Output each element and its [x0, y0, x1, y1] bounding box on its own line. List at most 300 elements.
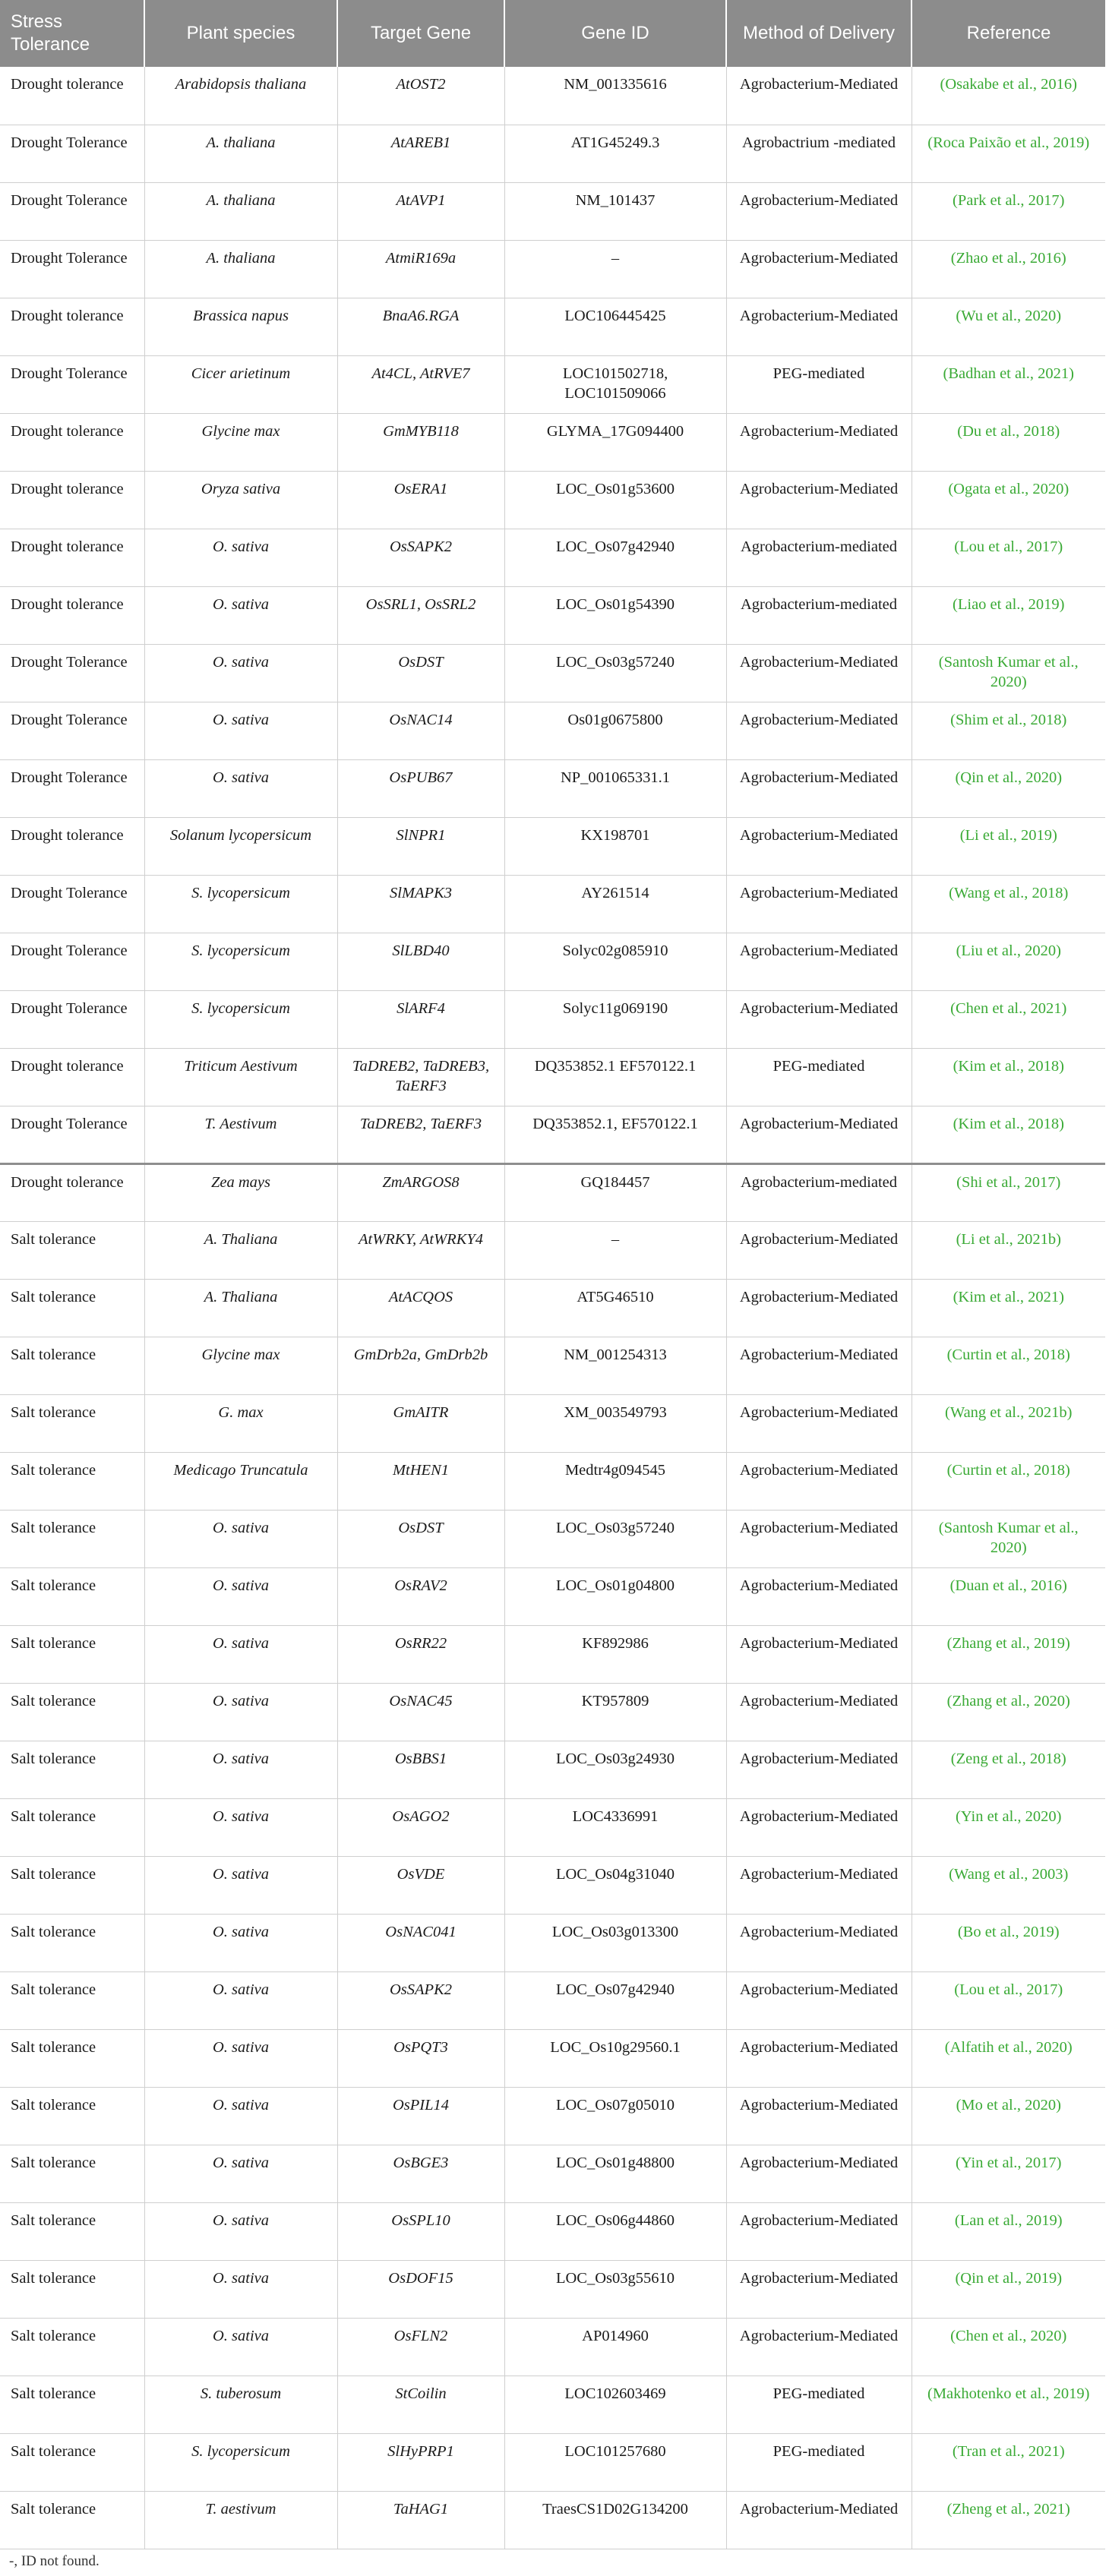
table-row — [0, 1914, 1105, 1971]
plant-species-cell: O. sativa — [144, 2029, 337, 2087]
delivery-method-cell: Agrobacterium-Mediated — [726, 1452, 912, 1510]
delivery-method-cell: Agrobacterium-Mediated — [726, 990, 912, 1048]
stress-tolerance-cell: Salt tolerance — [0, 1221, 144, 1279]
table-row — [0, 2260, 1105, 2318]
header-gene-id: Gene ID — [504, 0, 726, 67]
stress-tolerance-cell: Drought Tolerance — [0, 702, 144, 759]
target-gene-cell: OsPIL14 — [337, 2087, 504, 2145]
reference-link[interactable]: (Curtin et al., 2018) — [912, 1337, 1105, 1394]
delivery-method-cell: Agrobacterium-Mediated — [726, 2029, 912, 2087]
reference-link[interactable]: (Li et al., 2019) — [912, 817, 1105, 875]
table-row — [0, 759, 1105, 817]
table-row — [0, 125, 1105, 182]
plant-species-cell: A. thaliana — [144, 240, 337, 298]
reference-link[interactable]: (Wang et al., 2003) — [912, 1856, 1105, 1914]
delivery-method-cell: PEG-mediated — [726, 2433, 912, 2491]
reference-link[interactable]: (Yin et al., 2020) — [912, 1798, 1105, 1856]
target-gene-cell: AtAVP1 — [337, 182, 504, 240]
table-footnote: -, ID not found. — [9, 2553, 100, 2569]
plant-species-cell: O. sativa — [144, 1567, 337, 1625]
gene-id-cell: LOC_Os10g29560.1 — [504, 2029, 726, 2087]
gene-id-cell: LOC_Os03g57240 — [504, 1510, 726, 1567]
stress-tolerance-cell: Salt tolerance — [0, 1625, 144, 1683]
reference-link[interactable]: (Curtin et al., 2018) — [912, 1452, 1105, 1510]
table-row — [0, 240, 1105, 298]
table-row — [0, 875, 1105, 933]
delivery-method-cell: Agrobacterium-Mediated — [726, 1394, 912, 1452]
plant-species-cell: O. sativa — [144, 702, 337, 759]
target-gene-cell: SlARF4 — [337, 990, 504, 1048]
stress-tolerance-cell: Drought tolerance — [0, 1163, 144, 1221]
delivery-method-cell: Agrobacterium-Mediated — [726, 2491, 912, 2549]
delivery-method-cell: Agrobacterium-mediated — [726, 586, 912, 644]
gene-id-cell: Os01g0675800 — [504, 702, 726, 759]
header-stress-tolerance: Stress Tolerance — [0, 0, 144, 67]
table-row — [0, 1337, 1105, 1394]
plant-species-cell: Cicer arietinum — [144, 355, 337, 413]
plant-species-cell: O. sativa — [144, 1971, 337, 2029]
stress-tolerance-cell: Drought Tolerance — [0, 240, 144, 298]
gene-id-cell: Solyc02g085910 — [504, 933, 726, 990]
reference-link[interactable]: (Liao et al., 2019) — [912, 586, 1105, 644]
delivery-method-cell: Agrobacterium-Mediated — [726, 2318, 912, 2376]
gene-id-cell: LOC_Os01g54390 — [504, 586, 726, 644]
table-row — [0, 1048, 1105, 1106]
reference-link[interactable]: (Lou et al., 2017) — [912, 529, 1105, 586]
reference-link[interactable]: (Alfatih et al., 2020) — [912, 2029, 1105, 2087]
reference-link[interactable]: (Zeng et al., 2018) — [912, 1741, 1105, 1798]
plant-species-cell: S. lycopersicum — [144, 933, 337, 990]
table-row — [0, 182, 1105, 240]
delivery-method-cell: Agrobacterium-Mediated — [726, 702, 912, 759]
stress-tolerance-cell: Salt tolerance — [0, 1510, 144, 1567]
stress-tolerance-cell: Drought tolerance — [0, 413, 144, 471]
header-plant-species: Plant species — [144, 0, 337, 67]
delivery-method-cell: Agrobacterium-Mediated — [726, 1106, 912, 1163]
target-gene-cell: AtAREB1 — [337, 125, 504, 182]
reference-link[interactable]: (Tran et al., 2021) — [912, 2433, 1105, 2491]
stress-tolerance-cell: Salt tolerance — [0, 2376, 144, 2433]
delivery-method-cell: Agrobacterium-Mediated — [726, 1221, 912, 1279]
gene-id-cell: LOC101502718, LOC101509066 — [504, 355, 726, 413]
stress-tolerance-cell: Drought Tolerance — [0, 759, 144, 817]
table-row — [0, 2145, 1105, 2202]
table-row — [0, 298, 1105, 355]
delivery-method-cell: Agrobacterium-Mediated — [726, 817, 912, 875]
stress-tolerance-cell: Salt tolerance — [0, 2145, 144, 2202]
target-gene-cell: AtACQOS — [337, 1279, 504, 1337]
reference-link[interactable]: (Du et al., 2018) — [912, 413, 1105, 471]
target-gene-cell: OsNAC041 — [337, 1914, 504, 1971]
table-row — [0, 2202, 1105, 2260]
gene-id-cell: AT1G45249.3 — [504, 125, 726, 182]
table-row — [0, 1163, 1105, 1221]
stress-tolerance-cell: Drought tolerance — [0, 1048, 144, 1106]
plant-species-cell: Zea mays — [144, 1163, 337, 1221]
delivery-method-cell: Agrobacterium-Mediated — [726, 759, 912, 817]
target-gene-cell: AtWRKY, AtWRKY4 — [337, 1221, 504, 1279]
plant-species-cell: O. sativa — [144, 1914, 337, 1971]
delivery-method-cell: Agrobacterium-Mediated — [726, 1914, 912, 1971]
reference-link[interactable]: (Zhang et al., 2020) — [912, 1683, 1105, 1741]
reference-link[interactable]: (Zhao et al., 2016) — [912, 240, 1105, 298]
plant-species-cell: O. sativa — [144, 1510, 337, 1567]
gene-id-cell: DQ353852.1, EF570122.1 — [504, 1106, 726, 1163]
reference-link[interactable]: (Wang et al., 2021b) — [912, 1394, 1105, 1452]
delivery-method-cell: Agrobacterium-Mediated — [726, 1567, 912, 1625]
table-row — [0, 1567, 1105, 1625]
target-gene-cell: BnaA6.RGA — [337, 298, 504, 355]
plant-species-cell: O. sativa — [144, 2087, 337, 2145]
gene-id-cell: Medtr4g094545 — [504, 1452, 726, 1510]
table-row — [0, 702, 1105, 759]
reference-link[interactable]: (Yin et al., 2017) — [912, 2145, 1105, 2202]
plant-species-cell: O. sativa — [144, 2260, 337, 2318]
delivery-method-cell: Agrobacterium-Mediated — [726, 2087, 912, 2145]
stress-tolerance-cell: Salt tolerance — [0, 2260, 144, 2318]
header-reference: Reference — [912, 0, 1105, 67]
gene-id-cell: LOC_Os01g48800 — [504, 2145, 726, 2202]
reference-link[interactable]: (Wang et al., 2018) — [912, 875, 1105, 933]
stress-tolerance-cell: Salt tolerance — [0, 1452, 144, 1510]
table-row — [0, 2433, 1105, 2491]
gene-id-cell: NP_001065331.1 — [504, 759, 726, 817]
gene-id-cell: LOC_Os07g42940 — [504, 529, 726, 586]
stress-tolerance-cell: Drought Tolerance — [0, 355, 144, 413]
table-row — [0, 1452, 1105, 1510]
table-row — [0, 2318, 1105, 2376]
target-gene-cell: At4CL, AtRVE7 — [337, 355, 504, 413]
plant-species-cell: O. sativa — [144, 644, 337, 702]
reference-link[interactable]: (Wu et al., 2020) — [912, 298, 1105, 355]
table-row — [0, 2376, 1105, 2433]
table-row — [0, 1683, 1105, 1741]
gene-id-cell: KF892986 — [504, 1625, 726, 1683]
reference-link[interactable]: (Qin et al., 2019) — [912, 2260, 1105, 2318]
plant-species-cell: S. lycopersicum — [144, 2433, 337, 2491]
plant-species-cell: O. sativa — [144, 759, 337, 817]
delivery-method-cell: Agrobacterium-Mediated — [726, 67, 912, 125]
reference-link[interactable]: (Kim et al., 2018) — [912, 1048, 1105, 1106]
plant-species-cell: Arabidopsis thaliana — [144, 67, 337, 125]
table-row — [0, 2087, 1105, 2145]
table-row — [0, 1625, 1105, 1683]
reference-link[interactable]: (Zheng et al., 2021) — [912, 2491, 1105, 2549]
stress-tolerance-cell: Salt tolerance — [0, 1683, 144, 1741]
stress-tolerance-cell: Salt tolerance — [0, 1279, 144, 1337]
plant-species-cell: O. sativa — [144, 2145, 337, 2202]
table-row — [0, 644, 1105, 702]
reference-link[interactable]: (Mo et al., 2020) — [912, 2087, 1105, 2145]
target-gene-cell: GmAITR — [337, 1394, 504, 1452]
target-gene-cell: OsSPL10 — [337, 2202, 504, 2260]
plant-species-cell: Glycine max — [144, 413, 337, 471]
delivery-method-cell: Agrobacterium-Mediated — [726, 298, 912, 355]
target-gene-cell: OsSAPK2 — [337, 529, 504, 586]
stress-tolerance-cell: Drought tolerance — [0, 817, 144, 875]
delivery-method-cell: Agrobactrium -mediated — [726, 125, 912, 182]
stress-tolerance-cell: Salt tolerance — [0, 2318, 144, 2376]
target-gene-cell: SlLBD40 — [337, 933, 504, 990]
gene-id-cell: LOC_Os04g31040 — [504, 1856, 726, 1914]
plant-species-cell: Solanum lycopersicum — [144, 817, 337, 875]
delivery-method-cell: Agrobacterium-Mediated — [726, 413, 912, 471]
gene-id-cell: LOC_Os03g57240 — [504, 644, 726, 702]
gene-id-cell: AP014960 — [504, 2318, 726, 2376]
reference-link[interactable]: (Shim et al., 2018) — [912, 702, 1105, 759]
delivery-method-cell: Agrobacterium-Mediated — [726, 1856, 912, 1914]
plant-species-cell: A. Thaliana — [144, 1279, 337, 1337]
target-gene-cell: OsRAV2 — [337, 1567, 504, 1625]
gene-id-cell: LOC106445425 — [504, 298, 726, 355]
stress-tolerance-cell: Drought Tolerance — [0, 990, 144, 1048]
gene-id-cell: – — [504, 1221, 726, 1279]
plant-species-cell: O. sativa — [144, 1856, 337, 1914]
delivery-method-cell: Agrobacterium-Mediated — [726, 875, 912, 933]
plant-species-cell: S. tuberosum — [144, 2376, 337, 2433]
reference-link[interactable]: (Kim et al., 2018) — [912, 1106, 1105, 1163]
plant-species-cell: G. max — [144, 1394, 337, 1452]
gene-id-cell: Solyc11g069190 — [504, 990, 726, 1048]
header-target-gene: Target Gene — [337, 0, 504, 67]
delivery-method-cell: Agrobacterium-Mediated — [726, 182, 912, 240]
table-row — [0, 1741, 1105, 1798]
table-row — [0, 471, 1105, 529]
delivery-method-cell: Agrobacterium-Mediated — [726, 644, 912, 702]
delivery-method-cell: Agrobacterium-mediated — [726, 1163, 912, 1221]
table-row — [0, 355, 1105, 413]
reference-link[interactable]: (Liu et al., 2020) — [912, 933, 1105, 990]
plant-species-cell: O. sativa — [144, 1798, 337, 1856]
table-row — [0, 817, 1105, 875]
delivery-method-cell: Agrobacterium-Mediated — [726, 2202, 912, 2260]
stress-tolerance-cell: Salt tolerance — [0, 1394, 144, 1452]
gene-id-cell: LOC_Os01g53600 — [504, 471, 726, 529]
table-row — [0, 67, 1105, 125]
gene-id-cell: LOC4336991 — [504, 1798, 726, 1856]
reference-link[interactable]: (Duan et al., 2016) — [912, 1567, 1105, 1625]
target-gene-cell: GmMYB118 — [337, 413, 504, 471]
reference-link[interactable]: (Chen et al., 2021) — [912, 990, 1105, 1048]
reference-link[interactable]: (Lou et al., 2017) — [912, 1971, 1105, 2029]
gene-id-cell: LOC_Os03g24930 — [504, 1741, 726, 1798]
gene-id-cell: LOC101257680 — [504, 2433, 726, 2491]
delivery-method-cell: PEG-mediated — [726, 1048, 912, 1106]
gene-id-cell: – — [504, 240, 726, 298]
gene-id-cell: GLYMA_17G094400 — [504, 413, 726, 471]
stress-tolerance-cell: Salt tolerance — [0, 1798, 144, 1856]
header-method-of-delivery: Method of Delivery — [726, 0, 912, 67]
reference-link[interactable]: (Zhang et al., 2019) — [912, 1625, 1105, 1683]
target-gene-cell: TaHAG1 — [337, 2491, 504, 2549]
table-row — [0, 1510, 1105, 1567]
target-gene-cell: OsBGE3 — [337, 2145, 504, 2202]
delivery-method-cell: Agrobacterium-Mediated — [726, 2145, 912, 2202]
target-gene-cell: TaDREB2, TaDREB3, TaERF3 — [337, 1048, 504, 1106]
target-gene-cell: OsVDE — [337, 1856, 504, 1914]
target-gene-cell: OsPUB67 — [337, 759, 504, 817]
target-gene-cell: OsDST — [337, 1510, 504, 1567]
plant-species-cell: O. sativa — [144, 1741, 337, 1798]
gene-id-cell: LOC102603469 — [504, 2376, 726, 2433]
delivery-method-cell: PEG-mediated — [726, 2376, 912, 2433]
target-gene-cell: SlNPR1 — [337, 817, 504, 875]
reference-link[interactable]: (Qin et al., 2020) — [912, 759, 1105, 817]
delivery-method-cell: Agrobacterium-Mediated — [726, 1741, 912, 1798]
target-gene-cell: GmDrb2a, GmDrb2b — [337, 1337, 504, 1394]
gene-id-cell: LOC_Os06g44860 — [504, 2202, 726, 2260]
gene-id-cell: LOC_Os07g42940 — [504, 1971, 726, 2029]
reference-link[interactable]: (Roca Paixão et al., 2019) — [912, 125, 1105, 182]
target-gene-cell: OsPQT3 — [337, 2029, 504, 2087]
delivery-method-cell: Agrobacterium-Mediated — [726, 2260, 912, 2318]
plant-species-cell: O. sativa — [144, 1625, 337, 1683]
gene-id-cell: LOC_Os01g04800 — [504, 1567, 726, 1625]
gene-id-cell: KT957809 — [504, 1683, 726, 1741]
reference-link[interactable]: (Lan et al., 2019) — [912, 2202, 1105, 2260]
gene-id-cell: AT5G46510 — [504, 1279, 726, 1337]
reference-link[interactable]: (Osakabe et al., 2016) — [912, 67, 1105, 125]
stress-tolerance-cell: Drought tolerance — [0, 298, 144, 355]
plant-species-cell: Triticum Aestivum — [144, 1048, 337, 1106]
delivery-method-cell: Agrobacterium-Mediated — [726, 1971, 912, 2029]
stress-tolerance-cell: Salt tolerance — [0, 1567, 144, 1625]
table-row — [0, 586, 1105, 644]
reference-link[interactable]: (Bo et al., 2019) — [912, 1914, 1105, 1971]
gene-id-cell: LOC_Os03g55610 — [504, 2260, 726, 2318]
stress-tolerance-cell: Drought Tolerance — [0, 933, 144, 990]
target-gene-cell: TaDREB2, TaERF3 — [337, 1106, 504, 1163]
table-row — [0, 990, 1105, 1048]
plant-species-cell: S. lycopersicum — [144, 990, 337, 1048]
target-gene-cell: OsDOF15 — [337, 2260, 504, 2318]
header-row — [0, 0, 1105, 67]
stress-tolerance-cell: Salt tolerance — [0, 1856, 144, 1914]
target-gene-cell: SlMAPK3 — [337, 875, 504, 933]
reference-link[interactable]: (Park et al., 2017) — [912, 182, 1105, 240]
plant-species-cell: O. sativa — [144, 586, 337, 644]
table-row — [0, 933, 1105, 990]
gene-id-cell: XM_003549793 — [504, 1394, 726, 1452]
delivery-method-cell: Agrobacterium-Mediated — [726, 1337, 912, 1394]
table-row — [0, 1971, 1105, 2029]
gene-id-cell: LOC_Os03g013300 — [504, 1914, 726, 1971]
table-row — [0, 1106, 1105, 1163]
delivery-method-cell: Agrobacterium-Mediated — [726, 240, 912, 298]
plant-species-cell: S. lycopersicum — [144, 875, 337, 933]
target-gene-cell: OsDST — [337, 644, 504, 702]
reference-link[interactable]: (Shi et al., 2017) — [912, 1163, 1105, 1221]
plant-species-cell: T. Aestivum — [144, 1106, 337, 1163]
gene-id-cell: NM_101437 — [504, 182, 726, 240]
plant-species-cell: A. Thaliana — [144, 1221, 337, 1279]
reference-link[interactable]: (Chen et al., 2020) — [912, 2318, 1105, 2376]
plant-species-cell: Brassica napus — [144, 298, 337, 355]
reference-link[interactable]: (Santosh Kumar et al., 2020) — [912, 644, 1105, 702]
gene-id-cell: NM_001335616 — [504, 67, 726, 125]
plant-species-cell: O. sativa — [144, 529, 337, 586]
delivery-method-cell: PEG-mediated — [726, 355, 912, 413]
target-gene-cell: AtmiR169a — [337, 240, 504, 298]
gene-id-cell: DQ353852.1 EF570122.1 — [504, 1048, 726, 1106]
plant-species-cell: T. aestivum — [144, 2491, 337, 2549]
reference-link[interactable]: (Badhan et al., 2021) — [912, 355, 1105, 413]
target-gene-cell: StCoilin — [337, 2376, 504, 2433]
stress-tolerance-cell: Salt tolerance — [0, 2491, 144, 2549]
table-row — [0, 1279, 1105, 1337]
target-gene-cell: OsAGO2 — [337, 1798, 504, 1856]
table-body — [0, 67, 1105, 2549]
plant-species-cell: Medicago Truncatula — [144, 1452, 337, 1510]
target-gene-cell: OsSRL1, OsSRL2 — [337, 586, 504, 644]
stress-tolerance-cell: Salt tolerance — [0, 2202, 144, 2260]
table-row — [0, 529, 1105, 586]
stress-tolerance-cell: Drought tolerance — [0, 67, 144, 125]
delivery-method-cell: Agrobacterium-Mediated — [726, 1279, 912, 1337]
reference-link[interactable]: (Li et al., 2021b) — [912, 1221, 1105, 1279]
stress-tolerance-cell: Salt tolerance — [0, 1337, 144, 1394]
reference-link[interactable]: (Kim et al., 2021) — [912, 1279, 1105, 1337]
target-gene-cell: SlHyPRP1 — [337, 2433, 504, 2491]
table-row — [0, 2029, 1105, 2087]
target-gene-cell: MtHEN1 — [337, 1452, 504, 1510]
plant-species-cell: O. sativa — [144, 2202, 337, 2260]
target-gene-cell: OsERA1 — [337, 471, 504, 529]
stress-tolerance-cell: Salt tolerance — [0, 2087, 144, 2145]
plant-species-cell: Glycine max — [144, 1337, 337, 1394]
gene-id-cell: KX198701 — [504, 817, 726, 875]
delivery-method-cell: Agrobacterium-mediated — [726, 529, 912, 586]
stress-tolerance-cell: Drought Tolerance — [0, 1106, 144, 1163]
delivery-method-cell: Agrobacterium-Mediated — [726, 933, 912, 990]
plant-species-cell: A. thaliana — [144, 182, 337, 240]
stress-tolerance-cell: Drought Tolerance — [0, 644, 144, 702]
target-gene-cell: OsBBS1 — [337, 1741, 504, 1798]
table-row — [0, 2491, 1105, 2549]
reference-link[interactable]: (Makhotenko et al., 2019) — [912, 2376, 1105, 2433]
plant-species-cell: O. sativa — [144, 2318, 337, 2376]
gene-id-cell: NM_001254313 — [504, 1337, 726, 1394]
stress-tolerance-cell: Drought tolerance — [0, 586, 144, 644]
gene-id-cell: LOC_Os07g05010 — [504, 2087, 726, 2145]
stress-tolerance-cell: Drought Tolerance — [0, 125, 144, 182]
target-gene-cell: AtOST2 — [337, 67, 504, 125]
target-gene-cell: OsRR22 — [337, 1625, 504, 1683]
gene-id-cell: AY261514 — [504, 875, 726, 933]
gene-id-cell: TraesCS1D02G134200 — [504, 2491, 726, 2549]
delivery-method-cell: Agrobacterium-Mediated — [726, 1510, 912, 1567]
stress-tolerance-cell: Salt tolerance — [0, 1741, 144, 1798]
stress-tolerance-cell: Drought Tolerance — [0, 182, 144, 240]
reference-link[interactable]: (Ogata et al., 2020) — [912, 471, 1105, 529]
target-gene-cell: ZmARGOS8 — [337, 1163, 504, 1221]
table-row — [0, 1798, 1105, 1856]
table-row — [0, 413, 1105, 471]
delivery-method-cell: Agrobacterium-Mediated — [726, 471, 912, 529]
reference-link[interactable]: (Santosh Kumar et al., 2020) — [912, 1510, 1105, 1567]
delivery-method-cell: Agrobacterium-Mediated — [726, 1798, 912, 1856]
stress-tolerance-cell: Salt tolerance — [0, 2433, 144, 2491]
table-row — [0, 1394, 1105, 1452]
plant-species-cell: A. thaliana — [144, 125, 337, 182]
target-gene-cell: OsSAPK2 — [337, 1971, 504, 2029]
target-gene-cell: OsNAC45 — [337, 1683, 504, 1741]
table-row — [0, 1221, 1105, 1279]
stress-tolerance-cell: Drought tolerance — [0, 471, 144, 529]
stress-tolerance-cell: Salt tolerance — [0, 1914, 144, 1971]
delivery-method-cell: Agrobacterium-Mediated — [726, 1683, 912, 1741]
plant-species-cell: O. sativa — [144, 1683, 337, 1741]
